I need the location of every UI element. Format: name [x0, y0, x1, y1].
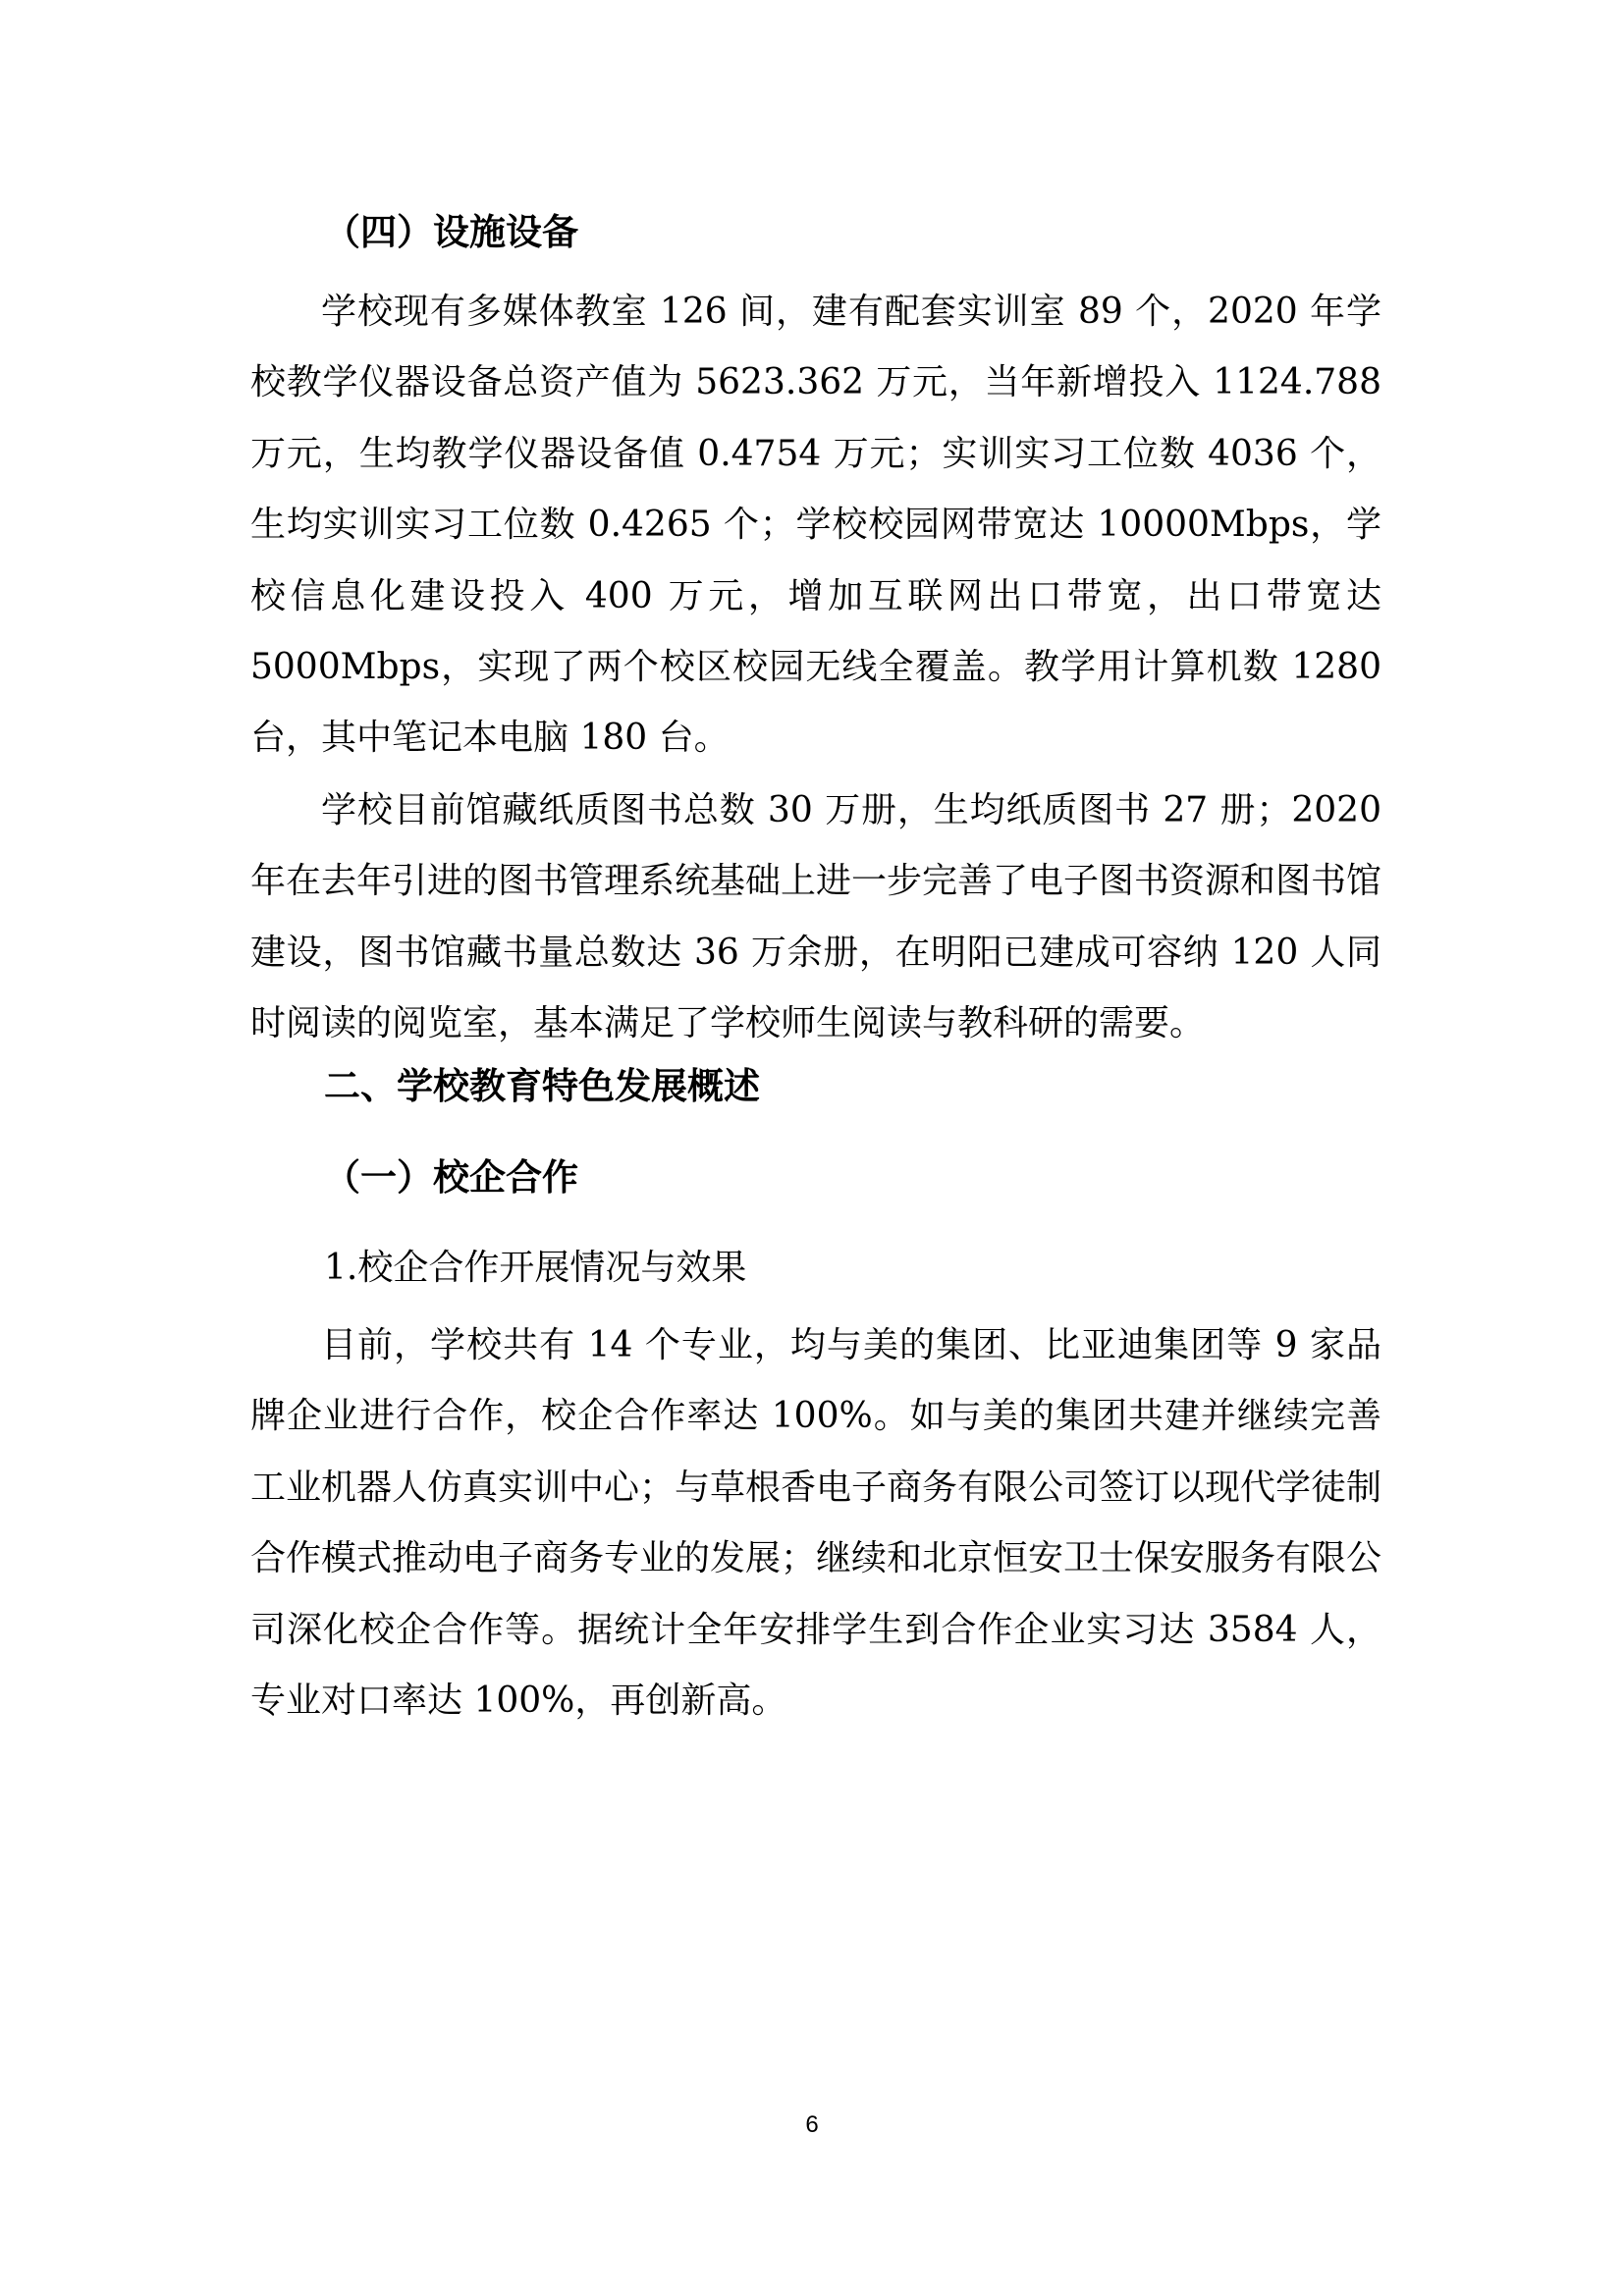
subsection-heading-school-enterprise: （一）校企合作 [324, 1156, 578, 1199]
paragraph-library-resources: 学校目前馆藏纸质图书总数 30 万册，生均纸质图书 27 册；2020 年在去年引进的图书管理系统基础上进一步完善了电子图书资源和图书馆建设，图书馆藏书量总数达 36 万余册，在明阳已建成可容纳 120 人同时阅读的阅览室，基本满足了学校师生阅读与教科研的需要。 [250, 790, 1382, 1044]
paragraph-school-enterprise-cooperation: 目前，学校共有 14 个专业，均与美的集团、比亚迪集团等 9 家品牌企业进行合作，校企合作率达 100%。如与美的集团共建并继续完善工业机器人仿真实训中心；与草根香电子商务有限公司签订以现代学徒制合作模式推动电子商务专业的发展；继续和北京恒安卫士保安服务有限公司深化校企合作等。据统计全年安排学生到合作企业实习达 3584 人，专业对口率达 100%，再创新高。 [250, 1325, 1382, 1722]
paragraph-facilities-equipment: 学校现有多媒体教室 126 间，建有配套实训室 89 个，2020 年学校教学仪器设备总资产值为 5623.362 万元，当年新增投入 1124.788 万元，生均教学仪器设备值 0.4754 万元；实训实习工位数 4036 个，生均实训实习工位数 0.4265 个；学校校园网带宽达 10000Mbps，学校信息化建设投入 400 万元，增加互联网出口带宽，出口带宽达 5000Mbps，实现了两个校区校园无线全覆盖。教学用计算机数 1280 台，其中笔记本电脑 180 台。 [250, 292, 1381, 759]
section-heading-facilities: （四）设施设备 [324, 211, 578, 253]
page-number: 6 [805, 2111, 819, 2138]
item-heading-cooperation-results: 1.校企合作开展情况与效果 [324, 1248, 747, 1288]
chapter-heading-school-features: 二、学校教育特色发展概述 [324, 1065, 760, 1107]
